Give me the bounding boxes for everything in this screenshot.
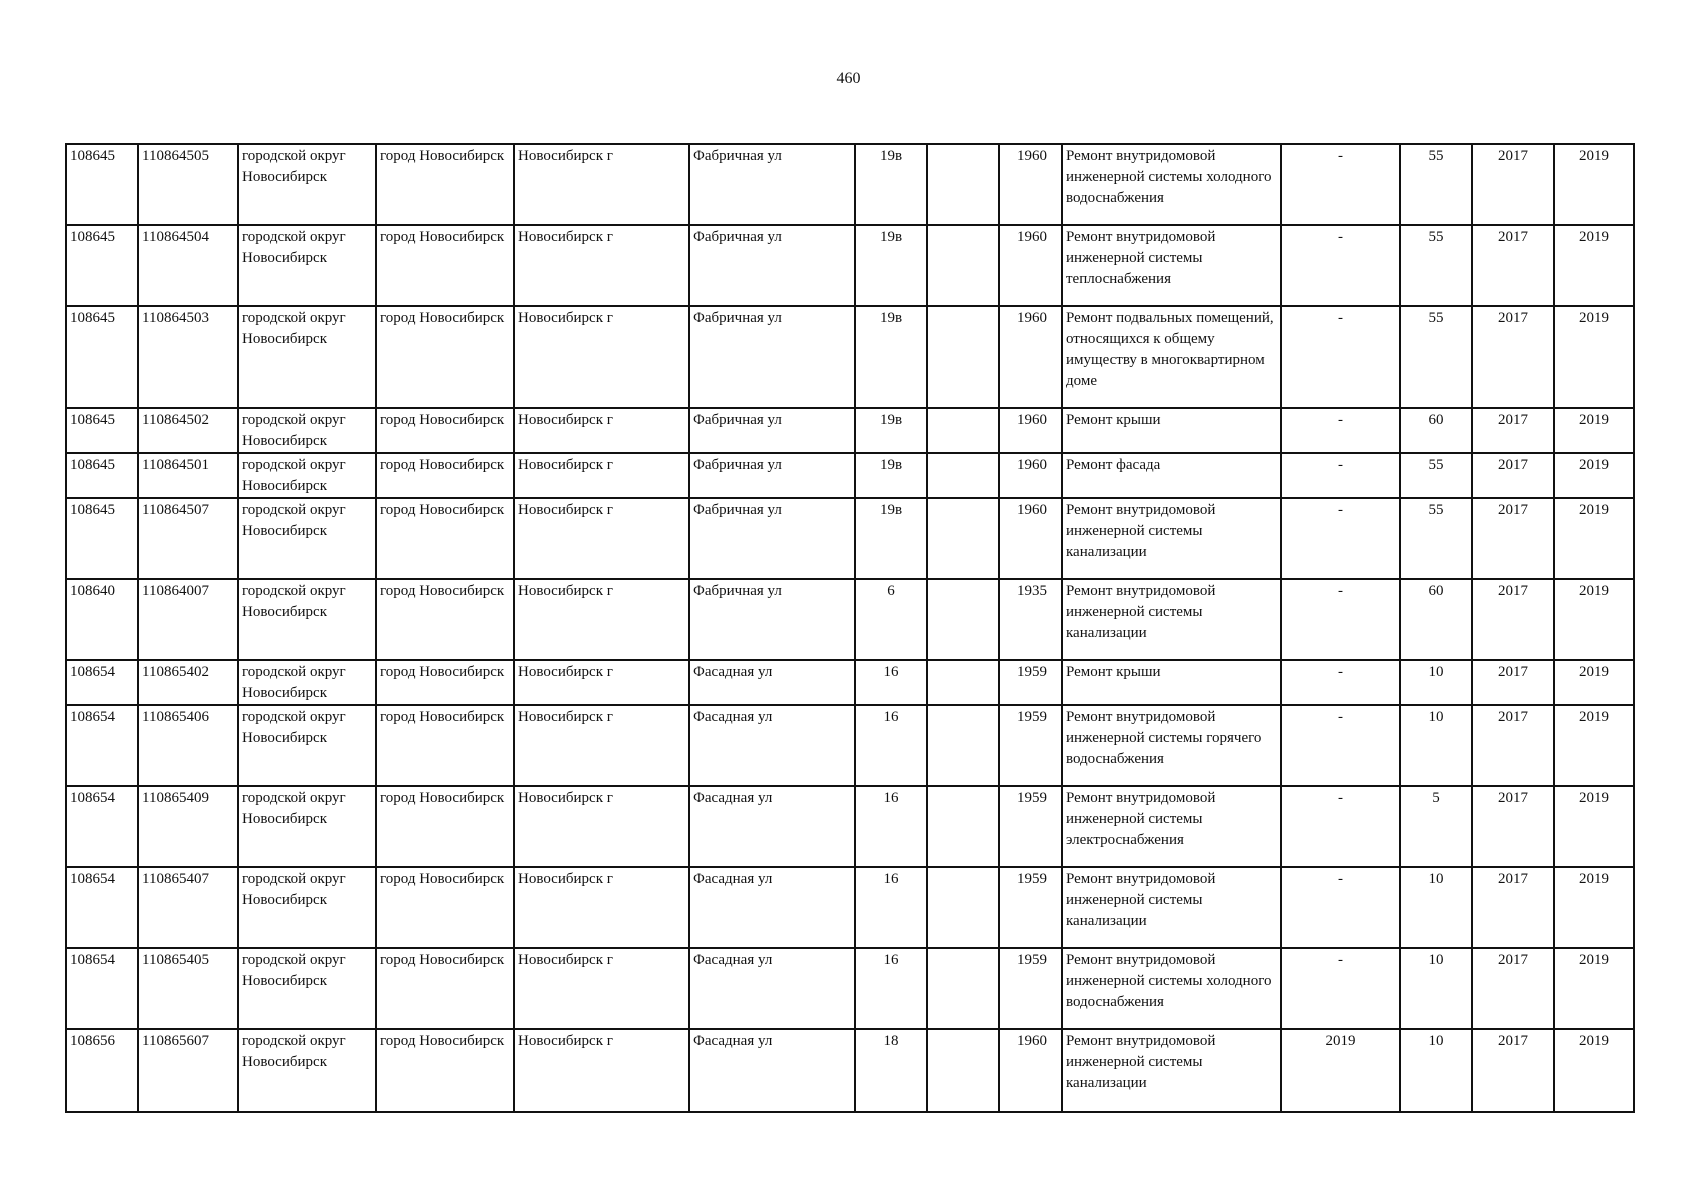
district: городской округ Новосибирск: [238, 948, 376, 1029]
build-year: 1959: [999, 660, 1062, 705]
wear-percent: 10: [1400, 1029, 1472, 1112]
planned-year: -: [1281, 579, 1400, 660]
wear-percent: 60: [1400, 408, 1472, 453]
work-code: 110865406: [138, 705, 238, 786]
settlement: город Новосибирск: [376, 453, 514, 498]
city: Новосибирск г: [514, 1029, 689, 1112]
wear-percent: 55: [1400, 225, 1472, 306]
extra-cell: [927, 225, 999, 306]
table-row: [66, 786, 1634, 867]
work-type: Ремонт внутридомовой инженерной системы холодного водоснабжения: [1062, 144, 1281, 225]
extra-cell: [927, 660, 999, 705]
work-type: Ремонт подвальных помещений, относящихся к общему имуществу в многоквартирном доме: [1062, 306, 1281, 408]
start-year: 2017: [1472, 786, 1554, 867]
district: городской округ Новосибирск: [238, 225, 376, 306]
end-year: 2019: [1554, 225, 1634, 306]
house-id: 108645: [66, 453, 138, 498]
wear-percent: 55: [1400, 144, 1472, 225]
wear-percent: 10: [1400, 867, 1472, 948]
planned-year: -: [1281, 306, 1400, 408]
house-id: 108645: [66, 144, 138, 225]
street: Фасадная ул: [689, 705, 855, 786]
wear-percent: 10: [1400, 705, 1472, 786]
table-row: [66, 660, 1634, 705]
planned-year: -: [1281, 786, 1400, 867]
street: Фабричная ул: [689, 498, 855, 579]
start-year: 2017: [1472, 498, 1554, 579]
extra-cell: [927, 705, 999, 786]
house-id: 108654: [66, 948, 138, 1029]
end-year: 2019: [1554, 660, 1634, 705]
work-code: 110865402: [138, 660, 238, 705]
build-year: 1960: [999, 306, 1062, 408]
registry-table: [65, 143, 1635, 1113]
house-number: 18: [855, 1029, 927, 1112]
end-year: 2019: [1554, 498, 1634, 579]
city: Новосибирск г: [514, 498, 689, 579]
house-number: 6: [855, 579, 927, 660]
table-row: [66, 306, 1634, 408]
wear-percent: 5: [1400, 786, 1472, 867]
district: городской округ Новосибирск: [238, 1029, 376, 1112]
street: Фабричная ул: [689, 225, 855, 306]
house-id: 108654: [66, 705, 138, 786]
house-id: 108645: [66, 408, 138, 453]
start-year: 2017: [1472, 408, 1554, 453]
wear-percent: 10: [1400, 660, 1472, 705]
city: Новосибирск г: [514, 144, 689, 225]
district: городской округ Новосибирск: [238, 660, 376, 705]
city: Новосибирск г: [514, 948, 689, 1029]
city: Новосибирск г: [514, 660, 689, 705]
house-id: 108645: [66, 306, 138, 408]
table-row: [66, 408, 1634, 453]
city: Новосибирск г: [514, 225, 689, 306]
start-year: 2017: [1472, 453, 1554, 498]
work-code: 110865409: [138, 786, 238, 867]
city: Новосибирск г: [514, 705, 689, 786]
work-type: Ремонт внутридомовой инженерной системы холодного водоснабжения: [1062, 948, 1281, 1029]
wear-percent: 10: [1400, 948, 1472, 1029]
start-year: 2017: [1472, 948, 1554, 1029]
street: Фасадная ул: [689, 660, 855, 705]
district: городской округ Новосибирск: [238, 786, 376, 867]
work-code: 110864503: [138, 306, 238, 408]
wear-percent: 55: [1400, 306, 1472, 408]
extra-cell: [927, 144, 999, 225]
table-row: [66, 453, 1634, 498]
settlement: город Новосибирск: [376, 1029, 514, 1112]
work-code: 110865407: [138, 867, 238, 948]
start-year: 2017: [1472, 225, 1554, 306]
table-row: [66, 948, 1634, 1029]
planned-year: -: [1281, 867, 1400, 948]
street: Фабричная ул: [689, 579, 855, 660]
work-type: Ремонт крыши: [1062, 660, 1281, 705]
end-year: 2019: [1554, 786, 1634, 867]
table-row: [66, 867, 1634, 948]
table-row: [66, 705, 1634, 786]
street: Фасадная ул: [689, 786, 855, 867]
work-code: 110865405: [138, 948, 238, 1029]
end-year: 2019: [1554, 306, 1634, 408]
street: Фасадная ул: [689, 867, 855, 948]
street: Фабричная ул: [689, 144, 855, 225]
settlement: город Новосибирск: [376, 408, 514, 453]
house-id: 108654: [66, 867, 138, 948]
planned-year: 2019: [1281, 1029, 1400, 1112]
settlement: город Новосибирск: [376, 144, 514, 225]
work-code: 110864505: [138, 144, 238, 225]
settlement: город Новосибирск: [376, 948, 514, 1029]
district: городской округ Новосибирск: [238, 867, 376, 948]
start-year: 2017: [1472, 144, 1554, 225]
work-type: Ремонт внутридомовой инженерной системы канализации: [1062, 1029, 1281, 1112]
house-id: 108656: [66, 1029, 138, 1112]
street: Фасадная ул: [689, 948, 855, 1029]
start-year: 2017: [1472, 306, 1554, 408]
wear-percent: 55: [1400, 498, 1472, 579]
page-number: 460: [836, 70, 861, 87]
house-number: 16: [855, 705, 927, 786]
wear-percent: 55: [1400, 453, 1472, 498]
extra-cell: [927, 306, 999, 408]
end-year: 2019: [1554, 705, 1634, 786]
city: Новосибирск г: [514, 579, 689, 660]
house-number: 19в: [855, 306, 927, 408]
planned-year: -: [1281, 948, 1400, 1029]
work-type: Ремонт внутридомовой инженерной системы горячего водоснабжения: [1062, 705, 1281, 786]
work-type: Ремонт внутридомовой инженерной системы канализации: [1062, 867, 1281, 948]
work-type: Ремонт внутридомовой инженерной системы электроснабжения: [1062, 786, 1281, 867]
table-row: [66, 144, 1634, 225]
house-number: 16: [855, 660, 927, 705]
build-year: 1960: [999, 498, 1062, 579]
work-type: Ремонт фасада: [1062, 453, 1281, 498]
house-id: 108645: [66, 498, 138, 579]
extra-cell: [927, 948, 999, 1029]
table-row: [66, 225, 1634, 306]
settlement: город Новосибирск: [376, 306, 514, 408]
build-year: 1960: [999, 453, 1062, 498]
city: Новосибирск г: [514, 867, 689, 948]
settlement: город Новосибирск: [376, 579, 514, 660]
district: городской округ Новосибирск: [238, 306, 376, 408]
start-year: 2017: [1472, 1029, 1554, 1112]
build-year: 1960: [999, 144, 1062, 225]
build-year: 1959: [999, 948, 1062, 1029]
end-year: 2019: [1554, 408, 1634, 453]
build-year: 1960: [999, 408, 1062, 453]
planned-year: -: [1281, 705, 1400, 786]
planned-year: -: [1281, 144, 1400, 225]
build-year: 1960: [999, 225, 1062, 306]
planned-year: -: [1281, 408, 1400, 453]
table-row: [66, 1029, 1634, 1112]
build-year: 1959: [999, 705, 1062, 786]
extra-cell: [927, 1029, 999, 1112]
house-id: 108645: [66, 225, 138, 306]
district: городской округ Новосибирск: [238, 705, 376, 786]
house-number: 19в: [855, 225, 927, 306]
work-type: Ремонт внутридомовой инженерной системы теплоснабжения: [1062, 225, 1281, 306]
work-code: 110865607: [138, 1029, 238, 1112]
work-type: Ремонт крыши: [1062, 408, 1281, 453]
district: городской округ Новосибирск: [238, 453, 376, 498]
house-id: 108640: [66, 579, 138, 660]
work-code: 110864507: [138, 498, 238, 579]
work-type: Ремонт внутридомовой инженерной системы канализации: [1062, 498, 1281, 579]
work-code: 110864501: [138, 453, 238, 498]
house-number: 19в: [855, 408, 927, 453]
start-year: 2017: [1472, 579, 1554, 660]
district: городской округ Новосибирск: [238, 579, 376, 660]
settlement: город Новосибирск: [376, 786, 514, 867]
work-type: Ремонт внутридомовой инженерной системы канализации: [1062, 579, 1281, 660]
house-number: 16: [855, 948, 927, 1029]
end-year: 2019: [1554, 453, 1634, 498]
house-number: 19в: [855, 453, 927, 498]
settlement: город Новосибирск: [376, 660, 514, 705]
wear-percent: 60: [1400, 579, 1472, 660]
build-year: 1959: [999, 786, 1062, 867]
planned-year: -: [1281, 498, 1400, 579]
city: Новосибирск г: [514, 408, 689, 453]
district: городской округ Новосибирск: [238, 498, 376, 579]
end-year: 2019: [1554, 948, 1634, 1029]
build-year: 1959: [999, 867, 1062, 948]
house-number: 19в: [855, 498, 927, 579]
district: городской округ Новосибирск: [238, 408, 376, 453]
settlement: город Новосибирск: [376, 225, 514, 306]
end-year: 2019: [1554, 579, 1634, 660]
street: Фабричная ул: [689, 408, 855, 453]
work-code: 110864502: [138, 408, 238, 453]
build-year: 1935: [999, 579, 1062, 660]
street: Фабричная ул: [689, 453, 855, 498]
end-year: 2019: [1554, 867, 1634, 948]
street: Фабричная ул: [689, 306, 855, 408]
extra-cell: [927, 786, 999, 867]
settlement: город Новосибирск: [376, 705, 514, 786]
street: Фасадная ул: [689, 1029, 855, 1112]
district: городской округ Новосибирск: [238, 144, 376, 225]
house-id: 108654: [66, 660, 138, 705]
work-code: 110864504: [138, 225, 238, 306]
city: Новосибирск г: [514, 786, 689, 867]
work-code: 110864007: [138, 579, 238, 660]
start-year: 2017: [1472, 705, 1554, 786]
planned-year: -: [1281, 660, 1400, 705]
house-number: 16: [855, 786, 927, 867]
end-year: 2019: [1554, 144, 1634, 225]
extra-cell: [927, 579, 999, 660]
city: Новосибирск г: [514, 453, 689, 498]
planned-year: -: [1281, 453, 1400, 498]
build-year: 1960: [999, 1029, 1062, 1112]
extra-cell: [927, 498, 999, 579]
table-row: [66, 579, 1634, 660]
start-year: 2017: [1472, 660, 1554, 705]
settlement: город Новосибирск: [376, 867, 514, 948]
house-id: 108654: [66, 786, 138, 867]
settlement: город Новосибирск: [376, 498, 514, 579]
extra-cell: [927, 408, 999, 453]
end-year: 2019: [1554, 1029, 1634, 1112]
table-row: [66, 498, 1634, 579]
planned-year: -: [1281, 225, 1400, 306]
house-number: 16: [855, 867, 927, 948]
extra-cell: [927, 867, 999, 948]
city: Новосибирск г: [514, 306, 689, 408]
start-year: 2017: [1472, 867, 1554, 948]
house-number: 19в: [855, 144, 927, 225]
extra-cell: [927, 453, 999, 498]
